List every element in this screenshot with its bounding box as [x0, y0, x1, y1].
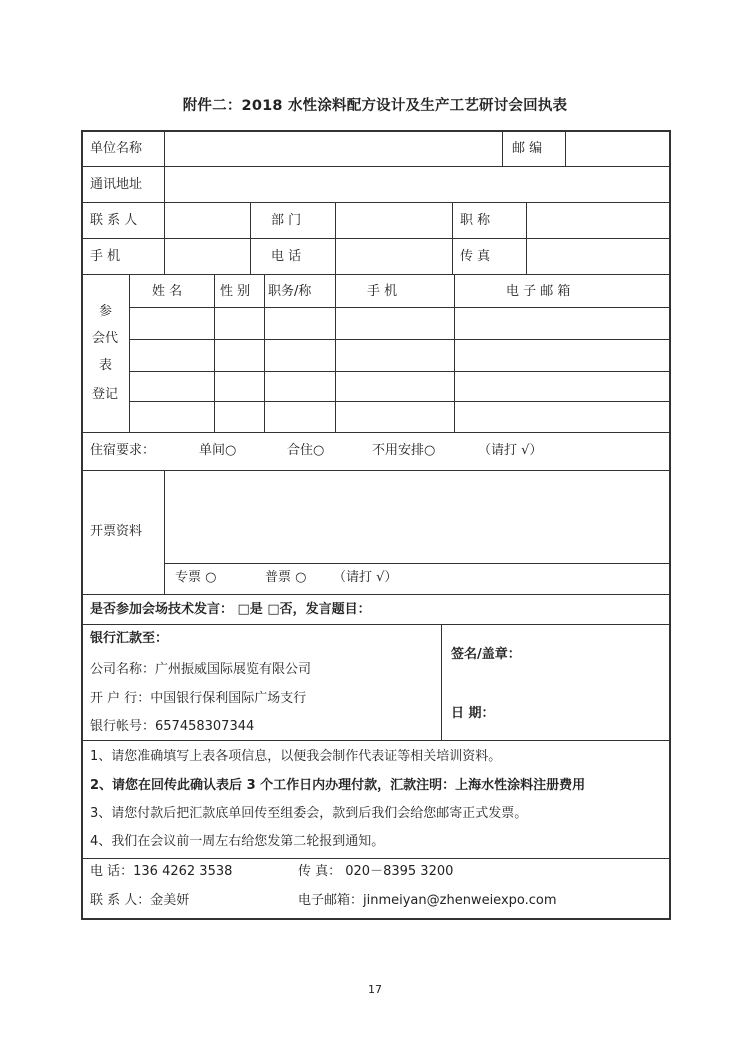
attendee-side-label-1: 参 [99, 304, 113, 319]
rule [502, 130, 503, 166]
invoice-label: 开票资料 [90, 524, 143, 539]
department-label: 部 门 [271, 213, 302, 228]
footer-email: 电子邮箱：jinmeiyan@zhenweiexpo.com [298, 893, 557, 908]
rule [526, 202, 527, 274]
rule [81, 740, 671, 741]
mobile-label: 手 机 [90, 249, 121, 264]
footer-fax: 传 真： 020－8395 3200 [298, 864, 454, 879]
job-title-label: 职 称 [460, 213, 491, 228]
footer-contact: 联 系 人：金美妍 [90, 893, 190, 908]
rule [81, 166, 671, 167]
rule [81, 238, 671, 239]
rule [129, 339, 671, 340]
invoice-general-option[interactable]: 普票 ○ [265, 570, 307, 585]
signature-label: 签名/盖章： [451, 647, 521, 662]
bank-account: 银行帐号：657458307344 [90, 719, 255, 734]
table-border-top [81, 130, 671, 132]
attendee-side-label-3: 表 [99, 358, 113, 373]
invoice-hint: （请打 √） [333, 570, 398, 585]
telephone-label: 电 话 [271, 249, 302, 264]
attendee-side-label-2: 会代 [92, 331, 119, 346]
bank-company: 公司名称：广州振威国际展览有限公司 [90, 662, 312, 677]
note-2: 2、请您在回传此确认表后 3 个工作日内办理付款，汇款注明：上海水性涂料注册费用 [90, 778, 586, 793]
unit-name-label: 单位名称 [90, 141, 143, 156]
header-email: 电 子 邮 箱 [506, 284, 571, 299]
lodging-none-option[interactable]: 不用安排○ [372, 443, 436, 458]
contact-label: 联 系 人 [90, 213, 138, 228]
rule [129, 307, 671, 308]
note-3: 3、请您付款后把汇款底单回传至组委会，款到后我们会给您邮寄正式发票。 [90, 806, 528, 821]
rule [81, 432, 671, 433]
header-mobile: 手 机 [367, 284, 398, 299]
header-gender: 性 别 [220, 284, 251, 299]
invoice-special-option[interactable]: 专票 ○ [175, 570, 217, 585]
rule [335, 202, 336, 274]
rule [441, 624, 442, 740]
table-border-left [81, 130, 83, 920]
rule [81, 202, 671, 203]
bank-heading: 银行汇款至： [90, 631, 169, 646]
rule [129, 274, 130, 432]
rule [565, 130, 566, 166]
lodging-hint: （请打 √） [478, 443, 543, 458]
rule [335, 274, 336, 432]
lodging-shared-option[interactable]: 合住○ [287, 443, 325, 458]
rule [250, 202, 251, 274]
rule [81, 624, 671, 625]
lodging-single-option[interactable]: 单间○ [199, 443, 237, 458]
rule [81, 858, 671, 859]
fax-label: 传 真 [460, 249, 491, 264]
table-border-bottom [81, 918, 671, 920]
speech-question: 是否参加会场技术发言： □是 □否，发言题目： [90, 602, 371, 617]
table-border-right [669, 130, 671, 920]
header-position: 职务/称 [268, 284, 312, 299]
page-number: 17 [368, 983, 382, 996]
rule [81, 470, 671, 471]
rule [454, 274, 455, 432]
rule [129, 371, 671, 372]
rule [164, 563, 671, 564]
note-4: 4、我们在会议前一周左右给您发第二轮报到通知。 [90, 834, 385, 849]
bank-branch: 开 户 行：中国银行保利国际广场支行 [90, 691, 307, 706]
rule [164, 470, 165, 594]
rule [214, 274, 215, 432]
rule [164, 130, 165, 274]
form-title: 附件二：2018 水性涂料配方设计及生产工艺研讨会回执表 [182, 98, 568, 114]
date-label: 日 期： [451, 706, 495, 721]
attendee-side-label-4: 登记 [92, 387, 119, 402]
note-1: 1、请您准确填写上表各项信息，以便我会制作代表证等相关培训资料。 [90, 749, 502, 764]
rule [81, 274, 671, 275]
header-name: 姓 名 [152, 284, 183, 299]
rule [129, 401, 671, 402]
rule [264, 274, 265, 432]
rule [452, 202, 453, 274]
lodging-label: 住宿要求： [90, 443, 156, 458]
address-label: 通讯地址 [90, 177, 143, 192]
zip-code-label: 邮 编 [512, 141, 543, 156]
rule [81, 594, 671, 595]
footer-telephone: 电 话：136 4262 3538 [90, 864, 233, 879]
